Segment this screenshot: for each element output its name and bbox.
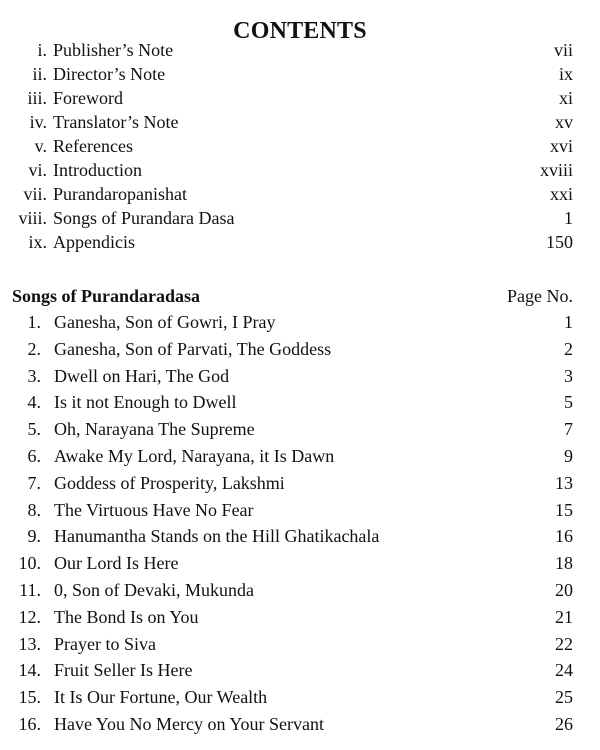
front-matter-item	[0, 158, 600, 182]
item-number: vi.	[28, 160, 47, 180]
item-title: Ganesha, Son of Gowri, I Pray	[54, 312, 276, 332]
item-title: The Bond Is on You	[54, 606, 199, 627]
item-title: Purandaropanishat	[53, 184, 187, 204]
item-page: vii	[553, 40, 573, 60]
song-item	[0, 389, 600, 416]
item-number: 3.	[27, 365, 41, 386]
item-number: 4.	[27, 392, 41, 413]
item-title: Our Lord Is Here	[54, 553, 179, 574]
item-page: 15	[555, 499, 573, 520]
song-item	[0, 363, 600, 390]
item-title: References	[53, 136, 133, 156]
item-page: 21	[555, 606, 573, 627]
front-matter-item	[0, 206, 600, 230]
item-number: 5.	[27, 419, 41, 440]
page-title: CONTENTS	[233, 18, 367, 44]
item-number: 14.	[18, 660, 41, 681]
item-title: Prayer to Siva	[54, 633, 156, 654]
item-title: Publisher’s Note	[53, 40, 174, 60]
item-title: Fruit Seller Is Here	[54, 660, 193, 681]
item-page: 1	[564, 312, 573, 332]
item-page: 22	[555, 633, 573, 654]
song-item	[0, 604, 600, 631]
item-number: 6.	[27, 445, 41, 466]
song-item	[0, 470, 600, 497]
item-title: Oh, Narayana The Supreme	[54, 419, 255, 440]
item-page: 9	[564, 445, 573, 466]
item-number: 13.	[18, 633, 41, 654]
item-title: Foreword	[53, 88, 123, 108]
item-title: Introduction	[53, 160, 142, 180]
item-number: ix.	[28, 232, 47, 252]
item-page: 24	[555, 660, 573, 681]
page-number-column-label: Page No.	[507, 286, 573, 306]
front-matter-item	[0, 38, 600, 62]
item-number: ii.	[32, 64, 47, 84]
item-title: Director’s Note	[53, 64, 166, 84]
item-page: xxi	[549, 184, 573, 204]
item-page: 26	[555, 713, 573, 734]
item-page: 3	[564, 365, 573, 386]
front-matter-item	[0, 182, 600, 206]
song-item	[0, 684, 600, 711]
item-number: viii.	[18, 208, 47, 228]
section-heading: Songs of Purandaradasa	[12, 286, 201, 306]
song-item	[0, 416, 600, 443]
item-number: 12.	[18, 606, 41, 627]
item-title: Goddess of Prosperity, Lakshmi	[54, 472, 285, 493]
songs-list	[0, 309, 600, 738]
item-page: 7	[564, 419, 573, 440]
song-item	[0, 523, 600, 550]
front-matter-list	[0, 38, 600, 254]
song-item	[0, 631, 600, 658]
item-number: 7.	[27, 472, 41, 493]
item-number: 1.	[27, 312, 41, 332]
song-item	[0, 577, 600, 604]
front-matter-item	[0, 86, 600, 110]
item-number: i.	[37, 40, 47, 60]
song-item	[0, 309, 600, 336]
item-page: xviii	[539, 160, 573, 180]
song-item	[0, 711, 600, 738]
item-page: 150	[546, 232, 573, 252]
item-number: iii.	[27, 88, 47, 108]
songs-section-header	[0, 284, 600, 308]
item-number: iv.	[29, 112, 47, 132]
item-title: Have You No Mercy on Your Servant	[54, 713, 324, 734]
item-title: It Is Our Fortune, Our Wealth	[54, 687, 268, 708]
front-matter-item	[0, 110, 600, 134]
item-page: 2	[564, 338, 573, 359]
item-page: 20	[555, 579, 573, 600]
item-page: 5	[564, 392, 573, 413]
item-page: 13	[555, 472, 573, 493]
song-item	[0, 497, 600, 524]
item-number: 11.	[19, 579, 41, 600]
item-number: 10.	[18, 553, 41, 574]
song-item	[0, 336, 600, 363]
item-title: Ganesha, Son of Parvati, The Goddess	[54, 338, 332, 359]
item-number: 15.	[18, 687, 41, 708]
item-page: 16	[555, 526, 573, 547]
item-title: Appendicis	[53, 232, 135, 252]
front-matter-item	[0, 62, 600, 86]
item-page: 1	[564, 208, 573, 228]
song-item	[0, 657, 600, 684]
item-title: Hanumantha Stands on the Hill Ghatikachala	[54, 526, 380, 547]
item-page: xvi	[549, 136, 573, 156]
item-number: 8.	[27, 499, 41, 520]
song-item	[0, 550, 600, 577]
song-item	[0, 443, 600, 470]
front-matter-item	[0, 134, 600, 158]
item-page: 25	[555, 687, 573, 708]
item-title: Translator’s Note	[53, 112, 179, 132]
item-number: 16.	[18, 713, 41, 734]
item-title: Dwell on Hari, The God	[54, 365, 230, 386]
item-title: The Virtuous Have No Fear	[54, 499, 254, 520]
item-number: 2.	[27, 338, 41, 359]
front-matter-item	[0, 230, 600, 254]
item-number: 9.	[27, 526, 41, 547]
item-page: ix	[558, 64, 573, 84]
item-title: 0, Son of Devaki, Mukunda	[54, 579, 254, 600]
item-page: xv	[555, 112, 573, 132]
item-page: 18	[555, 553, 573, 574]
item-page: xi	[558, 88, 573, 108]
item-title: Is it not Enough to Dwell	[54, 392, 237, 413]
item-title: Awake My Lord, Narayana, it Is Dawn	[54, 445, 335, 466]
item-number: vii.	[23, 184, 47, 204]
item-number: v.	[34, 136, 47, 156]
item-title: Songs of Purandara Dasa	[53, 208, 235, 228]
